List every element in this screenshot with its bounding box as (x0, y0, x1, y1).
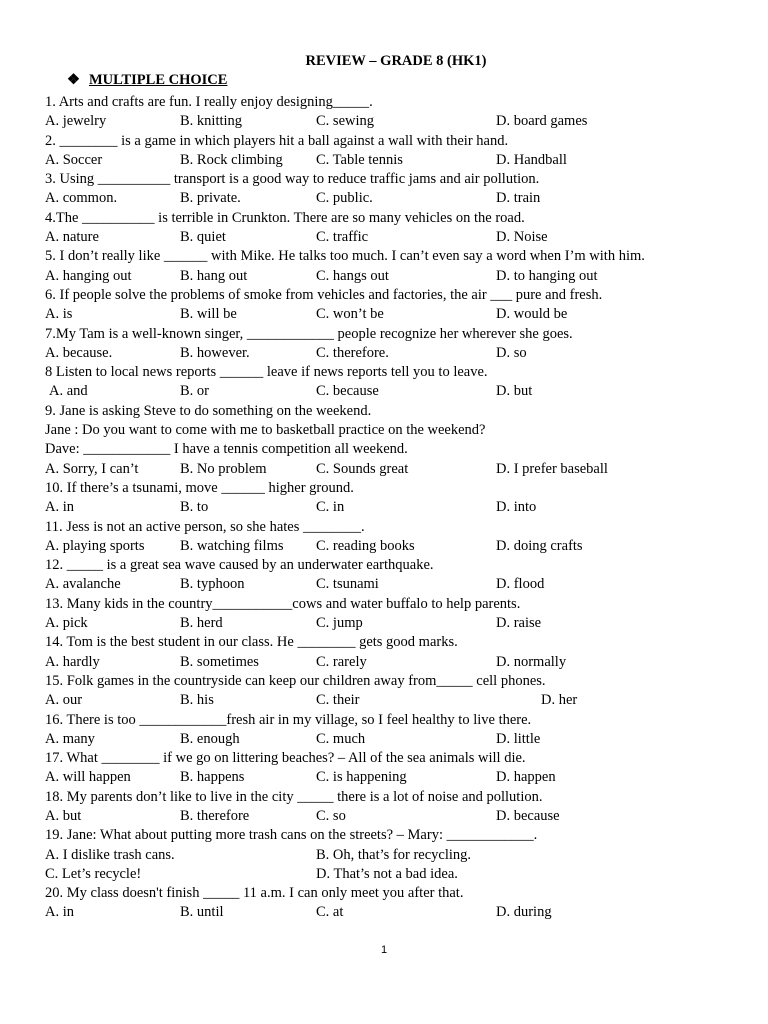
option-d: D. to hanging out (496, 267, 598, 284)
question-2: 2. ________ is a game in which players hit a ball against a wall with their hand. (45, 132, 509, 149)
options-9 (45, 460, 725, 479)
option-a: A. jewelry (45, 113, 107, 130)
option-a: A. in (45, 499, 74, 516)
option-c: C. in (316, 499, 345, 516)
option-d: D. train (496, 190, 541, 207)
option-d: D. her (541, 692, 578, 709)
option-a: A. will happen (45, 769, 131, 786)
option-b: B. however. (180, 344, 250, 361)
option-a: A. pick (45, 615, 88, 632)
option-c: C. because (316, 383, 379, 400)
page-title: REVIEW – GRADE 8 (HK1) (305, 53, 487, 69)
question-13: 13. Many kids in the country___________cows and water buffalo to help parents. (45, 595, 521, 612)
options-8 (45, 382, 725, 401)
question-6: 6. If people solve the problems of smoke from vehicles and factories, the air ___ pure and fresh. (45, 286, 603, 303)
option-b: B. sometimes (180, 653, 259, 670)
options-4 (45, 228, 725, 247)
option-d: D. would be (496, 306, 568, 323)
option-c: C. hangs out (316, 267, 389, 284)
question-11: 11. Jess is not an active person, so she hates ________. (45, 518, 365, 535)
option-b: B. Oh, that’s for recycling. (316, 846, 472, 863)
options-14 (45, 653, 725, 672)
options-17 (45, 768, 725, 787)
option-b: B. quiet (180, 229, 226, 246)
option-d: D. raise (496, 615, 542, 632)
question-14: 14. Tom is the best student in our class. He ________ gets good marks. (45, 634, 458, 651)
question-12: 12. _____ is a great sea wave caused by an underwater earthquake. (45, 557, 434, 574)
option-d: D. That’s not a bad idea. (316, 865, 458, 882)
options-6 (45, 305, 725, 324)
question-1: 1. Arts and crafts are fun. I really enjoy designing_____. (45, 94, 373, 110)
question-8: 8 Listen to local news reports ______ leave if news reports tell you to leave. (45, 364, 488, 381)
option-a: A. hanging out (45, 267, 132, 284)
section-heading (45, 71, 725, 93)
options-7 (45, 344, 725, 363)
option-b: B. until (180, 904, 224, 921)
option-d: D. flood (496, 576, 545, 593)
option-b: B. hang out (180, 267, 248, 284)
option-a: A. nature (45, 229, 99, 246)
options-2 (45, 151, 725, 170)
options-3 (45, 189, 725, 208)
option-a: A. in (45, 904, 74, 921)
option-a: A. common. (45, 190, 118, 207)
option-a: A. playing sports (45, 537, 145, 554)
option-b: B. private. (180, 190, 241, 207)
option-d: D. Noise (496, 229, 548, 246)
option-c: C. tsunami (316, 576, 379, 593)
question-7: 7.My Tam is a well-known singer, ____________ people recognize her wherever she goes. (45, 325, 573, 342)
option-b: B. therefore (180, 807, 250, 824)
option-d: D. during (496, 904, 552, 921)
option-a: A. many (45, 730, 95, 747)
options-19-row-1 (45, 846, 725, 865)
option-d: D. normally (496, 653, 567, 670)
option-c: C. rarely (316, 653, 367, 670)
option-a: A. because. (45, 344, 113, 361)
option-d: D. little (496, 730, 541, 747)
question-15: 15. Folk games in the countryside can keep our children away from_____ cell phones. (45, 672, 546, 689)
question-19: 19. Jane: What about putting more trash cans on the streets? – Mary: ____________. (45, 827, 538, 844)
option-b: B. will be (180, 306, 237, 323)
options-18 (45, 807, 725, 826)
options-1 (45, 112, 725, 131)
option-a: A. Sorry, I can’t (45, 460, 139, 477)
option-b: B. herd (180, 615, 223, 632)
question-17: 17. What ________ if we go on littering beaches? – All of the sea animals will die. (45, 750, 526, 767)
options-19-row-2 (45, 865, 725, 884)
option-a: A. avalanche (45, 576, 121, 593)
option-c: C. therefore. (316, 344, 389, 361)
option-d: D. so (496, 344, 527, 361)
option-b: B. No problem (180, 460, 267, 477)
option-a: A. hardly (45, 653, 100, 670)
options-15 (45, 691, 725, 710)
option-b: B. knitting (180, 113, 243, 130)
option-c: C. Sounds great (316, 460, 409, 477)
option-d: D. board games (496, 113, 588, 130)
option-a: A. but (45, 807, 82, 824)
option-a: A. and (49, 383, 88, 400)
question-5: 5. I don’t really like ______ with Mike. He talks too much. I can’t even say a word when I’m with him. (45, 248, 645, 265)
option-d: D. I prefer baseball (496, 460, 608, 477)
option-b: B. to (180, 499, 209, 516)
option-c: C. their (316, 692, 360, 709)
option-a: A. Soccer (45, 151, 103, 168)
question-9-dialog-jane: Jane : Do you want to come with me to basketball practice on the weekend? (45, 422, 486, 439)
question-20: 20. My class doesn't finish _____ 11 a.m. I can only meet you after that. (45, 885, 464, 902)
question-9: 9. Jane is asking Steve to do something on the weekend. (45, 402, 372, 419)
option-b: B. watching films (180, 537, 284, 554)
question-3: 3. Using __________ transport is a good way to reduce traffic jams and air pollution. (45, 171, 540, 188)
option-d: D. but (496, 383, 533, 400)
question-18: 18. My parents don’t like to live in the city _____ there is a lot of noise and pollution. (45, 788, 543, 805)
option-a: A. I dislike trash cans. (45, 846, 175, 863)
option-d: D. Handball (496, 151, 567, 168)
option-a: A. our (45, 692, 83, 709)
option-b: B. or (180, 383, 209, 400)
options-13 (45, 614, 725, 633)
option-c: C. traffic (316, 229, 369, 246)
options-12 (45, 575, 725, 594)
option-c: C. at (316, 904, 344, 921)
option-c: C. much (316, 730, 366, 747)
options-10 (45, 498, 725, 517)
question-10: 10. If there’s a tsunami, move ______ higher ground. (45, 479, 354, 496)
option-d: D. into (496, 499, 537, 516)
page-number: 1 (380, 944, 388, 956)
options-20 (45, 903, 725, 922)
option-d: D. happen (496, 769, 556, 786)
options-5 (45, 267, 725, 286)
option-c: C. reading books (316, 537, 415, 554)
option-c: C. Let’s recycle! (45, 865, 142, 882)
option-b: B. his (180, 692, 214, 709)
option-b: B. happens (180, 769, 245, 786)
option-c: C. so (316, 807, 346, 824)
option-c: C. sewing (316, 113, 374, 130)
options-16 (45, 730, 725, 749)
options-11 (45, 537, 725, 556)
option-d: D. because (496, 807, 560, 824)
option-b: B. typhoon (180, 576, 245, 593)
option-a: A. is (45, 306, 73, 323)
option-c: C. won’t be (316, 306, 384, 323)
option-b: B. Rock climbing (180, 151, 283, 168)
option-b: B. enough (180, 730, 240, 747)
option-c: C. public. (316, 190, 373, 207)
question-9-dialog-dave: Dave: ____________ I have a tennis competition all weekend. (45, 441, 408, 458)
section-label: MULTIPLE CHOICE (89, 72, 228, 88)
option-c: C. jump (316, 615, 363, 632)
option-c: C. is happening (316, 769, 407, 786)
document-page (45, 52, 725, 923)
question-16: 16. There is too ____________fresh air in my village, so I feel healthy to live there. (45, 711, 532, 728)
question-4: 4.The __________ is terrible in Crunkton. There are so many vehicles on the road. (45, 209, 525, 226)
option-d: D. doing crafts (496, 537, 583, 554)
option-c: C. Table tennis (316, 151, 403, 168)
diamond-bullet-icon: ❖ (67, 72, 80, 88)
